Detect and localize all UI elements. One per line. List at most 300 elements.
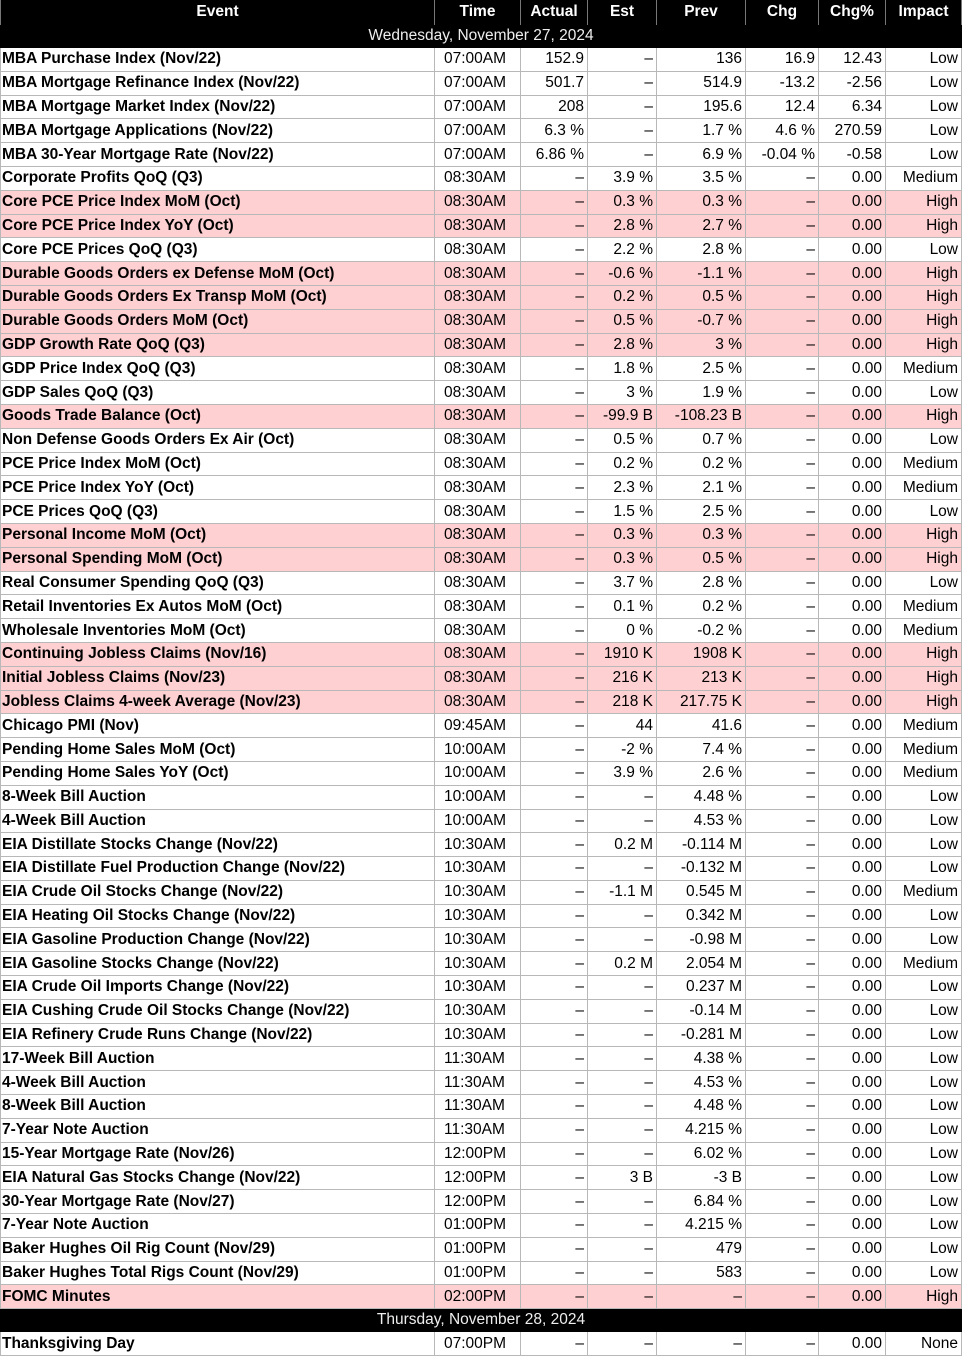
table-row[interactable] <box>1 143 962 167</box>
prev-cell: 0.237 M <box>657 976 746 1000</box>
impact-cell: Low <box>886 976 962 1000</box>
event-cell[interactable]: Initial Jobless Claims (Nov/23) <box>1 666 435 690</box>
chg-percent-cell: 0.00 <box>819 381 886 405</box>
table-row[interactable] <box>1 285 962 309</box>
impact-cell: Low <box>886 809 962 833</box>
event-cell[interactable]: Continuing Jobless Claims (Nov/16) <box>1 642 435 666</box>
event-cell[interactable]: MBA Mortgage Refinance Index (Nov/22) <box>1 71 435 95</box>
impact-cell: Low <box>886 500 962 524</box>
table-row[interactable] <box>1 761 962 785</box>
table-row[interactable] <box>1 642 962 666</box>
chg-cell: – <box>746 619 819 643</box>
est-cell: 0.2 % <box>588 452 657 476</box>
chg-percent-cell: 0.00 <box>819 428 886 452</box>
table-row[interactable] <box>1 404 962 428</box>
table-row[interactable] <box>1 381 962 405</box>
chg-percent-cell: 0.00 <box>819 785 886 809</box>
est-cell: – <box>588 999 657 1023</box>
time-cell: 11:30AM <box>435 1071 521 1095</box>
chg-percent-cell: 0.00 <box>819 309 886 333</box>
event-cell[interactable]: Personal Income MoM (Oct) <box>1 523 435 547</box>
chg-percent-cell: 0.00 <box>819 476 886 500</box>
chg-percent-cell: 0.00 <box>819 1285 886 1309</box>
table-row[interactable] <box>1 357 962 381</box>
col-header-est[interactable]: Est <box>588 0 657 25</box>
time-cell: 10:00AM <box>435 761 521 785</box>
est-cell: – <box>588 809 657 833</box>
table-row[interactable] <box>1 1023 962 1047</box>
impact-cell: Medium <box>886 761 962 785</box>
impact-cell: High <box>886 642 962 666</box>
est-cell: – <box>588 1142 657 1166</box>
chg-cell: – <box>746 595 819 619</box>
event-cell[interactable]: MBA 30-Year Mortgage Rate (Nov/22) <box>1 143 435 167</box>
actual-cell: – <box>521 476 588 500</box>
chg-percent-cell: 0.00 <box>819 285 886 309</box>
table-row[interactable] <box>1 476 962 500</box>
table-row[interactable] <box>1 428 962 452</box>
time-cell: 08:30AM <box>435 476 521 500</box>
table-row[interactable] <box>1 809 962 833</box>
impact-cell: Low <box>886 71 962 95</box>
event-cell[interactable]: 15-Year Mortgage Rate (Nov/26) <box>1 1142 435 1166</box>
est-cell: – <box>588 1237 657 1261</box>
table-row[interactable] <box>1 1166 962 1190</box>
impact-cell: High <box>886 404 962 428</box>
impact-cell: Low <box>886 833 962 857</box>
time-cell: 08:30AM <box>435 404 521 428</box>
chg-percent-cell: 0.00 <box>819 976 886 1000</box>
table-row[interactable] <box>1 1237 962 1261</box>
actual-cell: – <box>521 1332 588 1356</box>
chg-cell: – <box>746 642 819 666</box>
prev-cell: 4.53 % <box>657 809 746 833</box>
chg-percent-cell: 0.00 <box>819 738 886 762</box>
chg-cell: – <box>746 476 819 500</box>
chg-cell: 4.6 % <box>746 119 819 143</box>
time-cell: 08:30AM <box>435 262 521 286</box>
prev-cell: 6.02 % <box>657 1142 746 1166</box>
actual-cell: – <box>521 642 588 666</box>
chg-cell: – <box>746 999 819 1023</box>
event-cell[interactable]: EIA Cushing Crude Oil Stocks Change (Nov/22) <box>1 999 435 1023</box>
event-cell[interactable]: MBA Mortgage Market Index (Nov/22) <box>1 95 435 119</box>
event-cell[interactable]: Core PCE Price Index MoM (Oct) <box>1 190 435 214</box>
impact-cell: High <box>886 285 962 309</box>
chg-percent-cell: 0.00 <box>819 190 886 214</box>
actual-cell: – <box>521 928 588 952</box>
table-row[interactable] <box>1 190 962 214</box>
event-cell[interactable]: Chicago PMI (Nov) <box>1 714 435 738</box>
actual-cell: – <box>521 761 588 785</box>
impact-cell: Low <box>886 143 962 167</box>
table-row[interactable] <box>1 452 962 476</box>
time-cell: 10:00AM <box>435 809 521 833</box>
table-row[interactable] <box>1 1261 962 1285</box>
chg-cell: – <box>746 880 819 904</box>
table-row[interactable] <box>1 928 962 952</box>
table-row[interactable] <box>1 1047 962 1071</box>
event-cell[interactable]: Durable Goods Orders Ex Transp MoM (Oct) <box>1 285 435 309</box>
actual-cell: – <box>521 690 588 714</box>
event-cell[interactable]: Wholesale Inventories MoM (Oct) <box>1 619 435 643</box>
table-row[interactable] <box>1 1214 962 1238</box>
table-row[interactable] <box>1 1118 962 1142</box>
event-cell[interactable]: PCE Price Index YoY (Oct) <box>1 476 435 500</box>
event-cell[interactable]: EIA Distillate Fuel Production Change (Nov/22) <box>1 857 435 881</box>
prev-cell: 0.342 M <box>657 904 746 928</box>
table-row[interactable] <box>1 309 962 333</box>
actual-cell: – <box>521 1047 588 1071</box>
est-cell: 3 B <box>588 1166 657 1190</box>
actual-cell: – <box>521 285 588 309</box>
event-cell[interactable]: Baker Hughes Oil Rig Count (Nov/29) <box>1 1237 435 1261</box>
actual-cell: – <box>521 809 588 833</box>
event-cell[interactable]: GDP Price Index QoQ (Q3) <box>1 357 435 381</box>
chg-cell: – <box>746 785 819 809</box>
event-cell[interactable]: EIA Refinery Crude Runs Change (Nov/22) <box>1 1023 435 1047</box>
actual-cell: – <box>521 190 588 214</box>
prev-cell: 136 <box>657 48 746 72</box>
actual-cell: – <box>521 357 588 381</box>
chg-cell: – <box>746 381 819 405</box>
event-cell[interactable]: 7-Year Note Auction <box>1 1118 435 1142</box>
impact-cell: Medium <box>886 880 962 904</box>
actual-cell: – <box>521 952 588 976</box>
event-cell[interactable]: PCE Prices QoQ (Q3) <box>1 500 435 524</box>
table-row[interactable] <box>1 880 962 904</box>
table-row[interactable] <box>1 95 962 119</box>
chg-cell: – <box>746 571 819 595</box>
chg-percent-cell: 0.00 <box>819 1071 886 1095</box>
chg-percent-cell: 0.00 <box>819 880 886 904</box>
chg-cell: – <box>746 1118 819 1142</box>
table-row[interactable] <box>1 952 962 976</box>
table-row[interactable] <box>1 619 962 643</box>
col-header-event[interactable]: Event <box>1 0 435 25</box>
est-cell: – <box>588 1047 657 1071</box>
chg-cell: – <box>746 1237 819 1261</box>
impact-cell: Low <box>886 381 962 405</box>
event-cell[interactable]: EIA Crude Oil Stocks Change (Nov/22) <box>1 880 435 904</box>
col-header-time[interactable]: Time <box>435 0 521 25</box>
actual-cell: – <box>521 1118 588 1142</box>
actual-cell: 152.9 <box>521 48 588 72</box>
chg-cell: – <box>746 1166 819 1190</box>
event-cell[interactable]: 17-Week Bill Auction <box>1 1047 435 1071</box>
impact-cell: High <box>886 666 962 690</box>
event-cell[interactable]: 8-Week Bill Auction <box>1 785 435 809</box>
prev-cell: 2.8 % <box>657 571 746 595</box>
impact-cell: High <box>886 690 962 714</box>
time-cell: 10:30AM <box>435 999 521 1023</box>
time-cell: 08:30AM <box>435 309 521 333</box>
table-row[interactable] <box>1 48 962 72</box>
table-row[interactable] <box>1 262 962 286</box>
chg-cell: – <box>746 404 819 428</box>
table-row[interactable] <box>1 833 962 857</box>
table-row[interactable] <box>1 166 962 190</box>
chg-percent-cell: 0.00 <box>819 547 886 571</box>
event-cell[interactable]: 7-Year Note Auction <box>1 1214 435 1238</box>
table-row[interactable] <box>1 999 962 1023</box>
est-cell: – <box>588 1214 657 1238</box>
chg-cell: – <box>746 904 819 928</box>
time-cell: 10:00AM <box>435 785 521 809</box>
event-cell[interactable]: EIA Gasoline Stocks Change (Nov/22) <box>1 952 435 976</box>
est-cell: – <box>588 119 657 143</box>
day-label: Thursday, November 28, 2024 <box>1 1309 962 1332</box>
event-cell[interactable]: Goods Trade Balance (Oct) <box>1 404 435 428</box>
chg-cell: – <box>746 690 819 714</box>
event-cell[interactable]: Baker Hughes Total Rigs Count (Nov/29) <box>1 1261 435 1285</box>
actual-cell: – <box>521 309 588 333</box>
table-row[interactable] <box>1 690 962 714</box>
time-cell: 08:30AM <box>435 357 521 381</box>
event-cell[interactable]: Jobless Claims 4-week Average (Nov/23) <box>1 690 435 714</box>
chg-percent-cell: 0.00 <box>819 952 886 976</box>
est-cell: -1.1 M <box>588 880 657 904</box>
event-cell[interactable]: Corporate Profits QoQ (Q3) <box>1 166 435 190</box>
event-cell[interactable]: EIA Heating Oil Stocks Change (Nov/22) <box>1 904 435 928</box>
actual-cell: – <box>521 785 588 809</box>
impact-cell: High <box>886 214 962 238</box>
table-row[interactable] <box>1 571 962 595</box>
time-cell: 08:30AM <box>435 666 521 690</box>
event-cell[interactable]: FOMC Minutes <box>1 1285 435 1309</box>
header-row <box>1 0 962 25</box>
time-cell: 11:30AM <box>435 1118 521 1142</box>
est-cell: – <box>588 1190 657 1214</box>
prev-cell: 1908 K <box>657 642 746 666</box>
actual-cell: – <box>521 833 588 857</box>
actual-cell: – <box>521 500 588 524</box>
actual-cell: – <box>521 1166 588 1190</box>
time-cell: 08:30AM <box>435 333 521 357</box>
event-cell[interactable]: Pending Home Sales YoY (Oct) <box>1 761 435 785</box>
prev-cell: 2.8 % <box>657 238 746 262</box>
table-row[interactable] <box>1 214 962 238</box>
table-row[interactable] <box>1 595 962 619</box>
est-cell: 3.9 % <box>588 166 657 190</box>
prev-cell: 41.6 <box>657 714 746 738</box>
event-cell[interactable]: Real Consumer Spending QoQ (Q3) <box>1 571 435 595</box>
time-cell: 08:30AM <box>435 428 521 452</box>
time-cell: 10:30AM <box>435 1023 521 1047</box>
table-row[interactable] <box>1 738 962 762</box>
table-row[interactable] <box>1 119 962 143</box>
table-row[interactable] <box>1 976 962 1000</box>
chg-percent-cell: 0.00 <box>819 666 886 690</box>
impact-cell: High <box>886 309 962 333</box>
est-cell: -99.9 B <box>588 404 657 428</box>
chg-cell: 16.9 <box>746 48 819 72</box>
chg-cell: – <box>746 357 819 381</box>
prev-cell: – <box>657 1332 746 1356</box>
chg-percent-cell: 0.00 <box>819 690 886 714</box>
chg-percent-cell: 0.00 <box>819 166 886 190</box>
prev-cell: 4.48 % <box>657 1095 746 1119</box>
est-cell: 2.3 % <box>588 476 657 500</box>
est-cell: – <box>588 1118 657 1142</box>
chg-percent-cell: 0.00 <box>819 1118 886 1142</box>
chg-cell: – <box>746 809 819 833</box>
time-cell: 08:30AM <box>435 571 521 595</box>
col-header-chg-percent[interactable]: Chg% <box>819 0 886 25</box>
event-cell[interactable]: Personal Spending MoM (Oct) <box>1 547 435 571</box>
prev-cell: -0.281 M <box>657 1023 746 1047</box>
chg-cell: – <box>746 1071 819 1095</box>
chg-percent-cell: -0.58 <box>819 143 886 167</box>
event-cell[interactable]: EIA Distillate Stocks Change (Nov/22) <box>1 833 435 857</box>
est-cell: 0 % <box>588 619 657 643</box>
chg-cell: – <box>746 214 819 238</box>
table-row[interactable] <box>1 1332 962 1356</box>
chg-cell: – <box>746 976 819 1000</box>
table-row[interactable] <box>1 857 962 881</box>
time-cell: 08:30AM <box>435 214 521 238</box>
col-header-impact[interactable]: Impact <box>886 0 962 25</box>
table-row[interactable] <box>1 333 962 357</box>
event-cell[interactable]: GDP Growth Rate QoQ (Q3) <box>1 333 435 357</box>
est-cell: – <box>588 71 657 95</box>
actual-cell: – <box>521 1237 588 1261</box>
table-row[interactable] <box>1 714 962 738</box>
event-cell[interactable]: Non Defense Goods Orders Ex Air (Oct) <box>1 428 435 452</box>
impact-cell: Low <box>886 1214 962 1238</box>
chg-percent-cell: 0.00 <box>819 714 886 738</box>
table-row[interactable] <box>1 1095 962 1119</box>
event-cell[interactable]: 30-Year Mortgage Rate (Nov/27) <box>1 1190 435 1214</box>
time-cell: 11:30AM <box>435 1047 521 1071</box>
chg-percent-cell: 0.00 <box>819 500 886 524</box>
prev-cell: 583 <box>657 1261 746 1285</box>
prev-cell: – <box>657 1285 746 1309</box>
table-row[interactable] <box>1 71 962 95</box>
chg-cell: – <box>746 833 819 857</box>
prev-cell: 4.38 % <box>657 1047 746 1071</box>
table-row[interactable] <box>1 666 962 690</box>
est-cell: 2.8 % <box>588 214 657 238</box>
actual-cell: – <box>521 619 588 643</box>
chg-percent-cell: 0.00 <box>819 1142 886 1166</box>
actual-cell: – <box>521 452 588 476</box>
table-row[interactable] <box>1 1285 962 1309</box>
time-cell: 08:30AM <box>435 595 521 619</box>
chg-percent-cell: 0.00 <box>819 761 886 785</box>
table-row[interactable] <box>1 500 962 524</box>
actual-cell: – <box>521 595 588 619</box>
prev-cell: -0.132 M <box>657 857 746 881</box>
impact-cell: High <box>886 1285 962 1309</box>
table-row[interactable] <box>1 904 962 928</box>
chg-percent-cell: 0.00 <box>819 571 886 595</box>
time-cell: 10:30AM <box>435 904 521 928</box>
chg-percent-cell: 0.00 <box>819 857 886 881</box>
impact-cell: Low <box>886 928 962 952</box>
est-cell: 2.2 % <box>588 238 657 262</box>
col-header-actual[interactable]: Actual <box>521 0 588 25</box>
chg-percent-cell: 0.00 <box>819 357 886 381</box>
actual-cell: – <box>521 904 588 928</box>
col-header-prev[interactable]: Prev <box>657 0 746 25</box>
event-cell[interactable]: Core PCE Price Index YoY (Oct) <box>1 214 435 238</box>
est-cell: 3.7 % <box>588 571 657 595</box>
event-cell[interactable]: Thanksgiving Day <box>1 1332 435 1356</box>
chg-cell: – <box>746 1190 819 1214</box>
event-cell[interactable]: Retail Inventories Ex Autos MoM (Oct) <box>1 595 435 619</box>
prev-cell: 0.5 % <box>657 547 746 571</box>
time-cell: 08:30AM <box>435 381 521 405</box>
impact-cell: Low <box>886 1166 962 1190</box>
event-cell[interactable]: PCE Price Index MoM (Oct) <box>1 452 435 476</box>
event-cell[interactable]: Durable Goods Orders MoM (Oct) <box>1 309 435 333</box>
table-row[interactable] <box>1 1190 962 1214</box>
event-cell[interactable]: MBA Mortgage Applications (Nov/22) <box>1 119 435 143</box>
table-row[interactable] <box>1 785 962 809</box>
prev-cell: 7.4 % <box>657 738 746 762</box>
actual-cell: – <box>521 404 588 428</box>
chg-cell: – <box>746 1214 819 1238</box>
event-cell[interactable]: EIA Natural Gas Stocks Change (Nov/22) <box>1 1166 435 1190</box>
table-body <box>1 25 962 1356</box>
actual-cell: – <box>521 214 588 238</box>
event-cell[interactable]: Core PCE Prices QoQ (Q3) <box>1 238 435 262</box>
prev-cell: 4.53 % <box>657 1071 746 1095</box>
actual-cell: – <box>521 547 588 571</box>
table-row[interactable] <box>1 547 962 571</box>
chg-cell: -0.04 % <box>746 143 819 167</box>
chg-percent-cell: 0.00 <box>819 1166 886 1190</box>
time-cell: 02:00PM <box>435 1285 521 1309</box>
chg-percent-cell: 0.00 <box>819 619 886 643</box>
chg-percent-cell: -2.56 <box>819 71 886 95</box>
impact-cell: Low <box>886 571 962 595</box>
est-cell: 0.5 % <box>588 309 657 333</box>
time-cell: 08:30AM <box>435 547 521 571</box>
col-header-chg[interactable]: Chg <box>746 0 819 25</box>
table-row[interactable] <box>1 238 962 262</box>
event-cell[interactable]: 4-Week Bill Auction <box>1 809 435 833</box>
chg-percent-cell: 0.00 <box>819 595 886 619</box>
table-row[interactable] <box>1 523 962 547</box>
chg-cell: – <box>746 666 819 690</box>
est-cell: – <box>588 785 657 809</box>
event-cell[interactable]: Pending Home Sales MoM (Oct) <box>1 738 435 762</box>
impact-cell: High <box>886 547 962 571</box>
event-cell[interactable]: EIA Crude Oil Imports Change (Nov/22) <box>1 976 435 1000</box>
time-cell: 07:00AM <box>435 119 521 143</box>
event-cell[interactable]: 4-Week Bill Auction <box>1 1071 435 1095</box>
est-cell: – <box>588 48 657 72</box>
event-cell[interactable]: MBA Purchase Index (Nov/22) <box>1 48 435 72</box>
table-row[interactable] <box>1 1071 962 1095</box>
event-cell[interactable]: GDP Sales QoQ (Q3) <box>1 381 435 405</box>
event-cell[interactable]: 8-Week Bill Auction <box>1 1095 435 1119</box>
table-row[interactable] <box>1 1142 962 1166</box>
chg-cell: – <box>746 1261 819 1285</box>
chg-cell: – <box>746 262 819 286</box>
actual-cell: – <box>521 333 588 357</box>
event-cell[interactable]: EIA Gasoline Production Change (Nov/22) <box>1 928 435 952</box>
chg-percent-cell: 0.00 <box>819 833 886 857</box>
est-cell: 0.5 % <box>588 428 657 452</box>
actual-cell: – <box>521 571 588 595</box>
prev-cell: 217.75 K <box>657 690 746 714</box>
event-cell[interactable]: Durable Goods Orders ex Defense MoM (Oct) <box>1 262 435 286</box>
chg-cell: – <box>746 761 819 785</box>
impact-cell: Medium <box>886 619 962 643</box>
